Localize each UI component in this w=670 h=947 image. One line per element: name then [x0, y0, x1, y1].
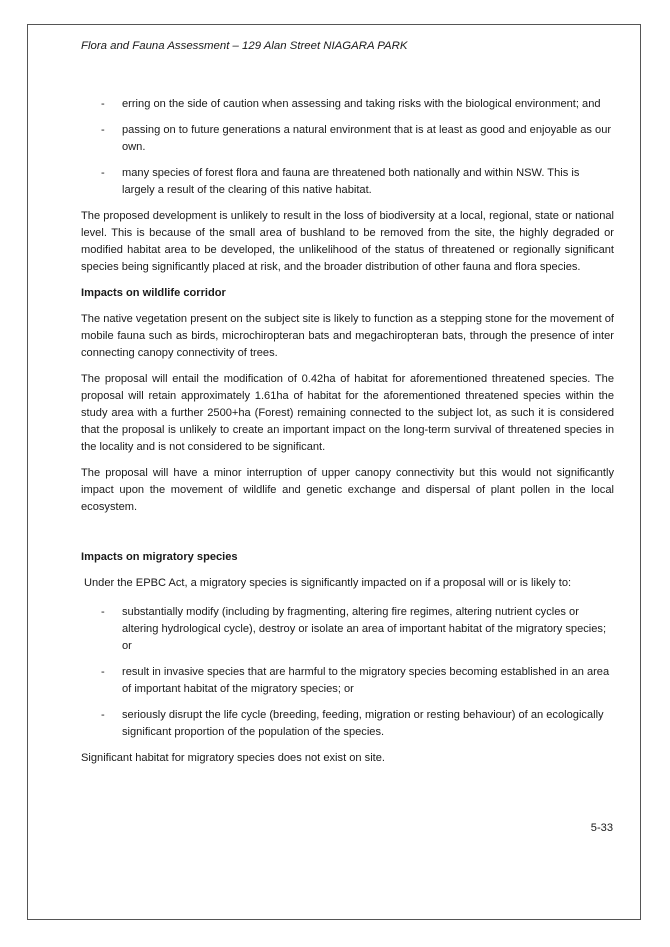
list-item: - many species of forest flora and fauna are threatened both nationally and within NSW. This is largely a result of the clearing of this native habitat.	[81, 165, 614, 199]
biodiversity-paragraph: The proposed development is unlikely to result in the loss of biodiversity at a local, regional, state or national level. This is because of the small area of bushland to be removed from the site, the highly degraded or modified habitat area to be developed, the unlikelihood of the status of threatened or regionally significant species being significantly placed at risk, and the broader distribution of other fauna and flora species.	[81, 210, 614, 273]
list-item: - result in invasive species that are harmful to the migratory species becoming established in an area of important habitat of the migratory species; or	[81, 664, 614, 698]
migratory-conclusion: Significant habitat for migratory species does not exist on site.	[81, 752, 386, 764]
corridor-paragraph: The native vegetation present on the subject site is likely to function as a stepping stone for the movement of mobile fauna such as birds, microchiropteran bats and megachiropteran bats, through the presence of inter connecting canopy connectivity of trees.	[81, 313, 614, 359]
list-item: - seriously disrupt the life cycle (breeding, feeding, migration or resting behaviour) of an ecologically significant proportion of the population of the species.	[81, 707, 614, 741]
top-bullet-list	[81, 96, 614, 199]
corridor-paragraph: The proposal will have a minor interruption of upper canopy connectivity but this would not significantly impact upon the movement of wildlife and genetic exchange and dispersal of plant pollen in the local ecosystem.	[81, 467, 614, 513]
migratory-bullet-list	[81, 604, 614, 741]
migratory-intro: Under the EPBC Act, a migratory species is significantly impacted on if a proposal will or is likely to:	[84, 577, 572, 589]
corridor-heading: Impacts on wildlife corridor	[81, 287, 226, 299]
corridor-paragraph: The proposal will entail the modification of 0.42ha of habitat for aforementioned threatened species. The proposal will retain approximately 1.61ha of habitat for the aforementioned threatened species within the study area with a further 2500+ha (Forest) remaining connected to the subject lot, as such it is considered that the proposal is unlikely to create an important impact on the long-term survival of threatened species in the locality and is not considered to be significant.	[81, 373, 614, 453]
page-number: 5-33	[590, 822, 613, 834]
page-content	[81, 96, 614, 776]
migratory-heading: Impacts on migratory species	[81, 551, 238, 563]
section-gap	[81, 525, 614, 549]
list-item: - erring on the side of caution when assessing and taking risks with the biological environment; and	[81, 96, 614, 113]
page-header: Flora and Fauna Assessment – 129 Alan Street NIAGARA PARK	[81, 40, 408, 52]
list-item: - substantially modify (including by fragmenting, altering fire regimes, altering nutrient cycles or altering hydrological cycle), destroy or isolate an area of important habitat of the migratory species; or	[81, 604, 614, 655]
list-item: - passing on to future generations a natural environment that is at least as good and enjoyable as our own.	[81, 122, 614, 156]
